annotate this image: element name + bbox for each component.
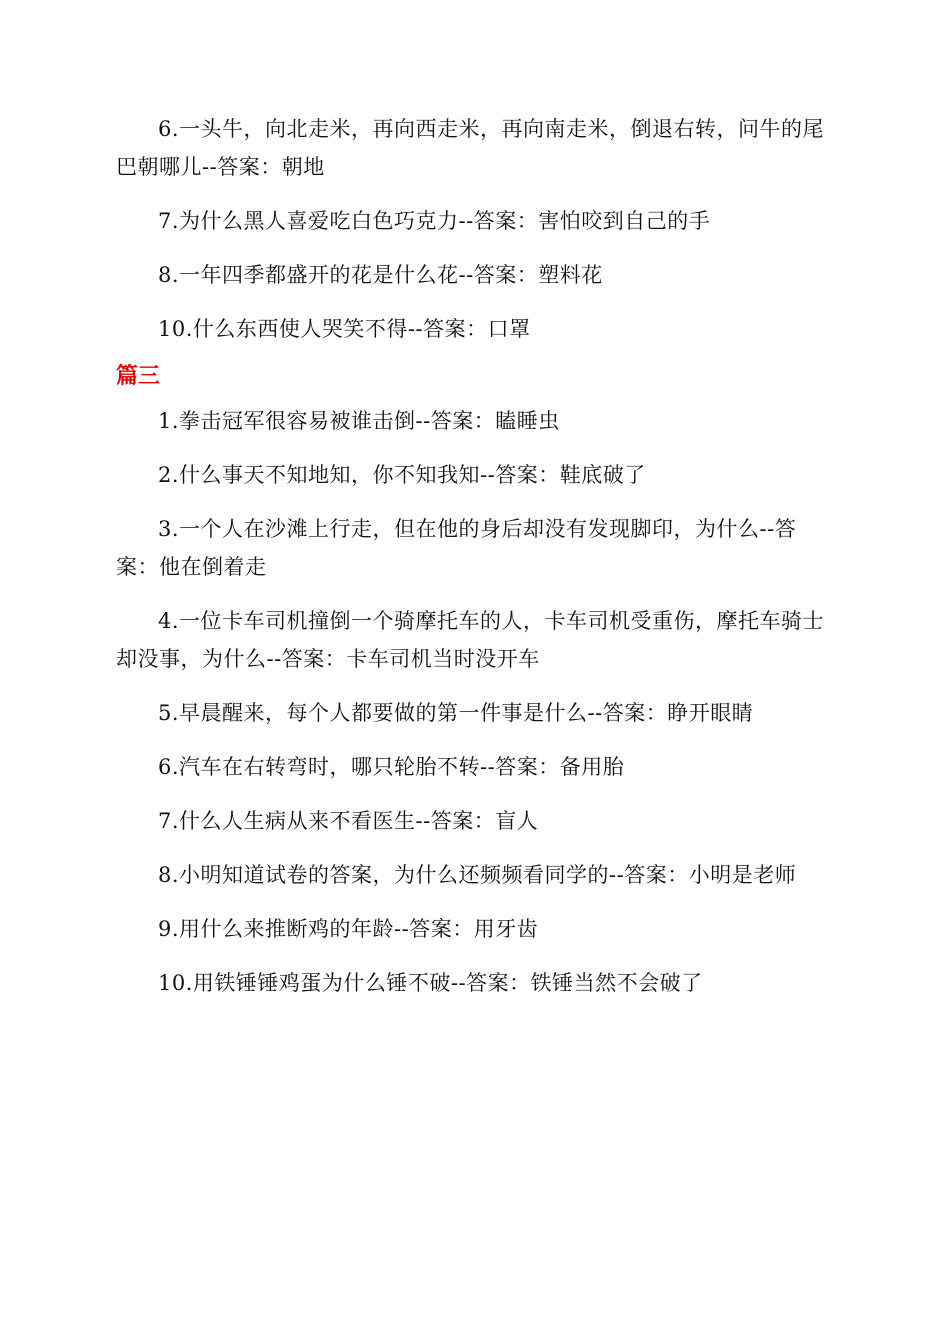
document-body (116, 110, 836, 1018)
riddle-item: 7.什么人生病从来不看医生--答案：盲人 (158, 809, 539, 833)
riddle-item: 10.用铁锤锤鸡蛋为什么锤不破--答案：铁锤当然不会破了 (158, 971, 703, 995)
riddle-item: 10.什么东西使人哭笑不得--答案：口罩 (158, 317, 531, 341)
riddle-item: 7.为什么黑人喜爱吃白色巧克力--答案：害怕咬到自己的手 (158, 209, 711, 233)
riddle-item: 6.汽车在右转弯时，哪只轮胎不转--答案：备用胎 (158, 755, 625, 779)
riddle-item: 2.什么事天不知地知，你不知我知--答案：鞋底破了 (158, 463, 646, 487)
riddle-item: 8.小明知道试卷的答案，为什么还频频看同学的--答案：小明是老师 (158, 863, 797, 887)
riddle-item: 1.拳击冠军很容易被谁击倒--答案：瞌睡虫 (158, 409, 560, 433)
riddle-item: 4.一位卡车司机撞倒一个骑摩托车的人，卡车司机受重伤，摩托车骑士却没事，为什么--答案：卡车司机当时没开车 (116, 609, 825, 671)
riddle-item: 8.一年四季都盛开的花是什么花--答案：塑料花 (158, 263, 603, 287)
riddle-item: 9.用什么来推断鸡的年龄--答案：用牙齿 (158, 917, 539, 941)
riddle-item: 5.早晨醒来，每个人都要做的第一件事是什么--答案：睁开眼睛 (158, 701, 754, 725)
section-heading: 篇三 (116, 364, 161, 389)
riddle-item: 6.一头牛，向北走米，再向西走米，再向南走米，倒退右转，问牛的尾巴朝哪儿--答案：朝地 (116, 117, 825, 179)
riddle-item: 3.一个人在沙滩上行走，但在他的身后却没有发现脚印，为什么--答案：他在倒着走 (116, 517, 797, 579)
